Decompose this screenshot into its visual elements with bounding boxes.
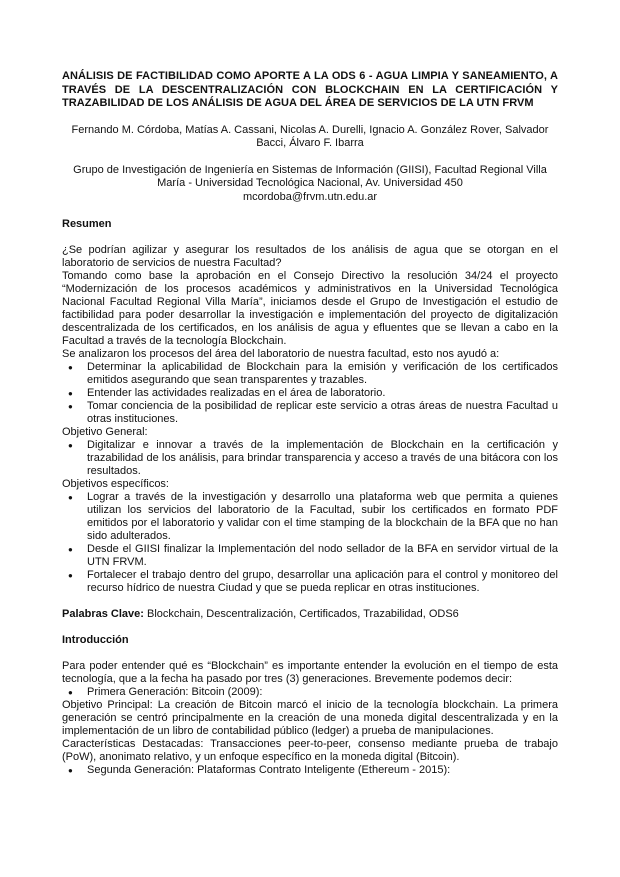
general-objective-label: Objetivo General:	[62, 426, 148, 438]
keywords	[62, 608, 558, 621]
analysis-findings-list	[62, 361, 558, 426]
resumen-paragraph: Se analizaron los procesos del área del laboratorio de nuestra facultad, esto nos ayudó a:	[62, 348, 500, 360]
list-item: ● Primera Generación: Bitcoin (2009):	[62, 686, 558, 699]
section-heading-introduccion: Introducción	[62, 634, 129, 646]
resumen-question: ¿Se podrían agilizar y asegurar los resultados de los análisis de agua que se otorgan en el laboratorio de servicios de nuestra Facultad?	[62, 244, 558, 269]
affiliation-text: Grupo de Investigación de Ingeniería en Sistemas de Información (GIISI), Facultad Regional Villa María - Universidad Tecnológica Nacional, Av. Universidad 450	[73, 163, 547, 189]
generation-list	[62, 686, 558, 699]
keywords-value: Blockchain, Descentralización, Certificados, Trazabilidad, ODS6	[143, 608, 459, 620]
affiliation-block	[62, 164, 558, 205]
resumen-paragraph: Tomando como base la aprobación en el Consejo Directivo la resolución 34/24 el proyecto “Modernización de los procesos académicos y administrativos en la Universidad Tecnológica Nacional Facultad Regional Villa María”, iniciamos desde el Grupo de Investigación el estudio de factibilidad para poder desarrollar la investigación e implementación del proyecto de digitalización descentralizada de los certificados, en los análisis de agua y efluentes que se llevan a cabo en la Facultad a través de la tecnología Blockchain.	[62, 270, 558, 347]
list-item: ● Desde el GIISI finalizar la Implementación del nodo sellador de la BFA en servidor virtual de la UTN FRVM.	[62, 543, 558, 569]
list-item: ● Determinar la aplicabilidad de Blockchain para la emisión y verificación de los certificados emitidos asegurando que sean transparentes y trazables.	[62, 361, 558, 387]
general-objective-list	[62, 439, 558, 478]
list-item: ● Tomar conciencia de la posibilidad de replicar este servicio a otras áreas de nuestra Facultad u otras instituciones.	[62, 400, 558, 426]
list-item: ● Segunda Generación: Plataformas Contrato Inteligente (Ethereum - 2015):	[62, 764, 558, 777]
list-item: ● Lograr a través de la investigación y desarrollo una plataforma web que permita a quienes utilizan los servicios del laboratorio de la Facultad, subir los certificados en formato PDF emitidos por el laboratorio y validar con el time stamping de la blockchain de la BFA que no han sido adulterados.	[62, 491, 558, 543]
contact-email[interactable]: mcordoba@frvm.utn.edu.ar	[242, 190, 378, 203]
paper-title: ANÁLISIS DE FACTIBILIDAD COMO APORTE A LA ODS 6 - AGUA LIMPIA Y SANEAMIENTO, A TRAVÉS DE LA DESCENTRALIZACIÓN CON BLOCKCHAIN EN LA CERTIFICACIÓN Y TRAZABILIDAD DE LOS ANÁLISIS DE AGUA DEL ÁREA DE SERVICIOS DE LA UTN FRVM	[62, 70, 558, 109]
intro-paragraph: Objetivo Principal: La creación de Bitcoin marcó el inicio de la tecnología blockchain. La primera generación se centró principalmente en la creación de una moneda digital descentralizada y en la implementación de un libro de contabilidad público (ledger) a prueba de manipulaciones.	[62, 699, 558, 737]
specific-objectives-list	[62, 491, 558, 595]
list-item: ● Digitalizar e innovar a través de la implementación de Blockchain en la certificación y trazabilidad de los análisis, para brindar transparencia y acceso a través de una bitácora con los resultados.	[62, 439, 558, 478]
list-item: ● Fortalecer el trabajo dentro del grupo, desarrollar una aplicación para el control y monitoreo del recurso hídrico de nuestra Ciudad y que se pueda replicar en otras instituciones.	[62, 569, 558, 595]
keywords-label: Palabras Clave:	[62, 608, 144, 620]
list-item: ● Entender las actividades realizadas en el área de laboratorio.	[62, 387, 558, 400]
specific-objectives-label: Objetivos específicos:	[62, 478, 169, 490]
intro-paragraph: Características Destacadas: Transacciones peer-to-peer, consenso mediante prueba de trabajo (PoW), anonimato relativo, y un enfoque específico en la moneda digital (Bitcoin).	[62, 738, 558, 763]
author-list: Fernando M. Córdoba, Matías A. Cassani, Nicolas A. Durelli, Ignacio A. González Rover, Salvador Bacci, Álvaro F. Ibarra	[71, 123, 549, 149]
intro-paragraph: Para poder entender qué es “Blockchain” es importante entender la evolución en el tiempo de esta tecnología, que a la fecha ha pasado por tres (3) generaciones. Brevemente podemos decir:	[62, 660, 558, 685]
section-heading-resumen: Resumen	[62, 218, 112, 230]
generation-list	[62, 764, 558, 777]
